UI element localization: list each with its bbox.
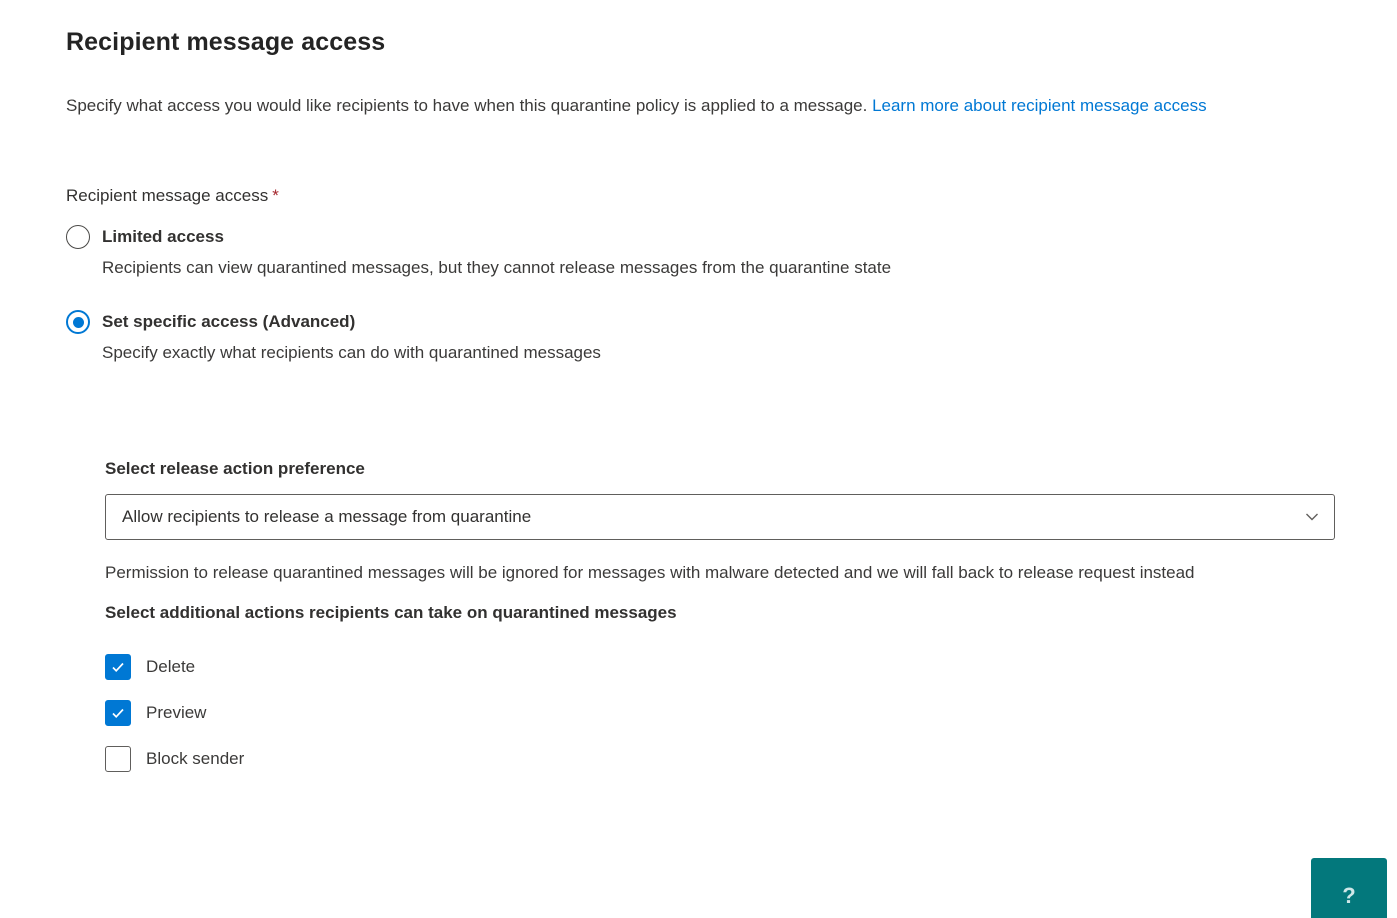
additional-actions-checkbox-group [105,654,1335,772]
release-preference-label: Select release action preference [105,459,365,478]
additional-actions-label: Select additional actions recipients can take on quarantined messages [105,603,677,622]
required-asterisk: * [272,186,279,205]
radio-option-content [102,310,601,368]
checkbox-option-block-sender[interactable] [105,746,1335,772]
radio-dot [73,317,84,328]
page-description-text: Specify what access you would like recipients to have when this quarantine policy is applied to a message. [66,96,873,115]
access-field-label-text: Recipient message access [66,186,269,205]
release-preference-selected-value: Allow recipients to release a message from quarantine [122,507,532,526]
help-question-icon: ? [1342,883,1356,908]
checkbox-icon[interactable] [105,700,131,726]
checkbox-label: Delete [146,657,196,676]
checkbox-label: Block sender [146,749,245,768]
checkbox-icon[interactable] [105,746,131,772]
checkbox-label: Preview [146,703,207,722]
page-title: Recipient message access [66,28,386,56]
radio-option-label: Set specific access (Advanced) [102,312,356,331]
radio-option-description: Specify exactly what recipients can do with quarantined messages [102,343,601,362]
chevron-down-icon [1304,509,1320,525]
advanced-access-section [105,458,1335,772]
checkbox-option-preview[interactable] [105,700,1335,726]
access-field-label [66,185,1335,207]
radio-option-label: Limited access [102,227,224,246]
learn-more-link[interactable]: Learn more about recipient message access [872,96,1207,115]
release-preference-dropdown[interactable] [105,494,1335,540]
radio-button-icon[interactable] [66,310,90,334]
radio-option-description: Recipients can view quarantined messages, but they cannot release messages from the quarantine state [102,258,892,277]
access-radio-group [66,225,1335,368]
checkbox-option-delete[interactable] [105,654,1335,680]
radio-button-icon[interactable] [66,225,90,249]
radio-option-content [102,225,891,283]
page-description [66,91,1335,121]
checkbox-icon[interactable] [105,654,131,680]
help-button[interactable] [1311,858,1387,918]
radio-option-limited-access[interactable] [66,225,1335,283]
radio-option-set-specific-access[interactable] [66,310,1335,368]
release-preference-note: Permission to release quarantined messages will be ignored for messages with malware detected and we will fall back to release request instead [105,563,1195,582]
